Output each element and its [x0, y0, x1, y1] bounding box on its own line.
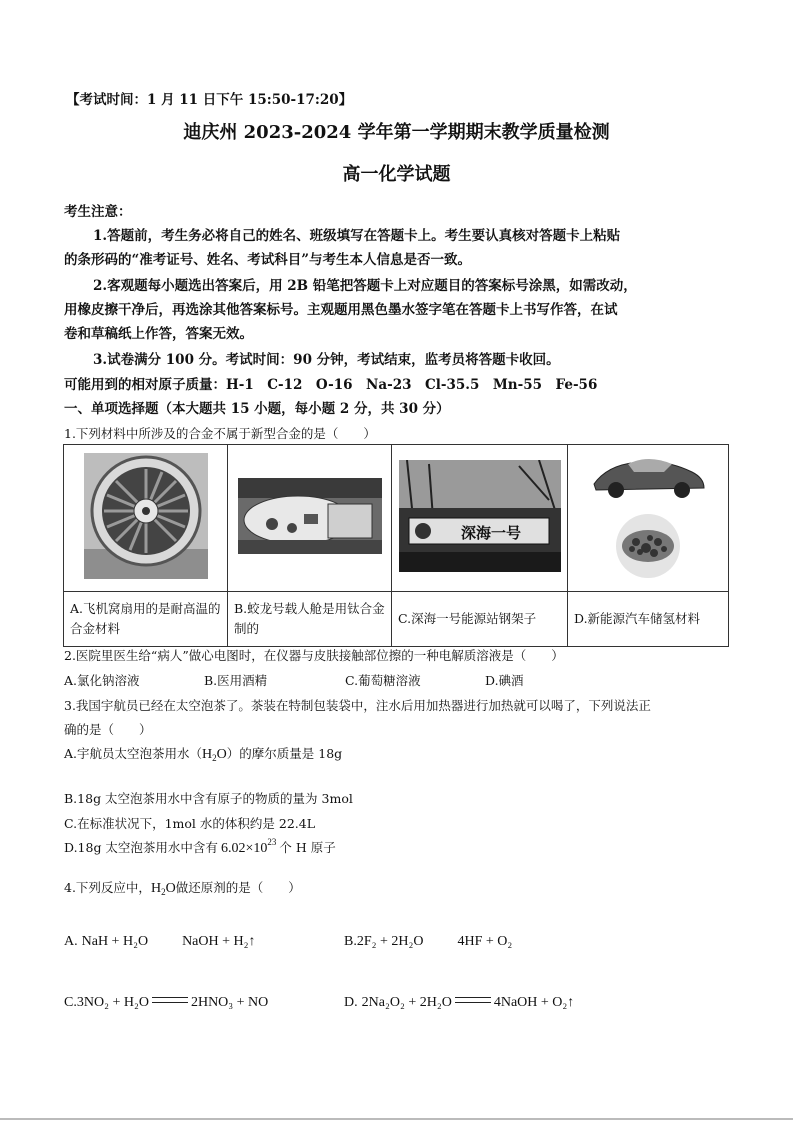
notice-item2-line3: 卷和草稿纸上作答，答案无效。 [64, 326, 253, 342]
q2-option-d: D.碘酒 [485, 673, 524, 688]
exam-subtitle: 高一化学试题 [342, 164, 451, 185]
notice-heading: 考生注意： [64, 204, 132, 220]
q1-image-d [568, 445, 729, 592]
q4-stem: 4.下列反应中，$H_2O$做还原剂的是（ ） [64, 880, 301, 897]
q1-image-b [228, 445, 392, 592]
notice-item3: 3.试卷满分 100 分。考试时间：90 分钟，考试结束，监考员将答题卡收回。 [93, 352, 560, 368]
q4-option-b: B.2F₂ + 2H₂O 4HF + O₂ [344, 934, 513, 949]
q2-option-c: C.葡萄糖溶液 [345, 673, 421, 688]
notice-item1-line2: 的条形码的“准考证号、姓名、考试科目”与考生本人信息是否一致。 [64, 252, 472, 268]
q1-image-c [392, 445, 568, 592]
q2-stem: 2.医院里医生给“病人”做心电图时，在仪器与皮肤接触部位擦的一种电解质溶液是（ ） [64, 648, 564, 663]
exam-title: 迪庆州 2023-2024 学年第一学期期末教学质量检测 [183, 122, 610, 143]
q1-image-a [64, 445, 228, 592]
q1-options-table [63, 444, 729, 647]
submersible-photo [238, 478, 382, 554]
page-bottom-rule [0, 1118, 793, 1120]
notice-item2-line2: 用橡皮擦干净后，再选涂其他答案标号。主观题用黑色墨水签字笔在答题卡上书写作答，在试 [64, 302, 618, 318]
notice-item2-line1: 2.客观题每小题选出答案后，用 2B 铅笔把答题卡上对应题目的答案标号涂黑，如需改动， [93, 278, 637, 294]
q1-option-b: B.蛟龙号载人舱是用钛合金制的 [228, 592, 392, 647]
q1-option-c: C.深海一号能源站钢架子 [392, 592, 568, 647]
notice-item1-line1: 1.答题前，考生务必将自己的姓名、班级填写在答题卡上。考生要认真核对答题卡上粘贴 [93, 228, 621, 244]
q3-option-b: B.18g 太空泡茶用水中含有原子的物质的量为 3mol [64, 791, 353, 806]
q4-option-d: D. 2Na₂O₂ + 2H₂O 4NaOH + O₂↑ [344, 995, 575, 1010]
equals-sign [152, 997, 188, 1003]
q3-stem-line1: 3.我国宇航员已经在太空泡茶了。茶装在特制包装袋中，注水后用加热器进行加热就可以喝了，下列说法正 [64, 698, 651, 713]
q3-stem-line2: 确的是（ ） [64, 722, 152, 737]
q4-option-c: C.3NO₂ + H₂O 2HNO₃ + NO [64, 995, 269, 1010]
q3-option-d: D.18g 太空泡茶用水中含有 $6.02\times 10^{23}$ 个 H 原子 [64, 837, 336, 856]
exam-time: 【考试时间：1 月 11 日下午 15:50-17:20】 [66, 92, 353, 108]
photo-sign-text: 深海一号 [460, 524, 521, 542]
q3-option-c: C.在标准状况下，1mol 水的体积约是 22.4L [64, 816, 316, 831]
car-and-hydrogen-material-photo [588, 450, 708, 582]
q1-option-a: A.飞机窝扇用的是耐高温的合金材料 [64, 592, 228, 647]
jet-engine-photo [84, 453, 208, 579]
equals-sign [455, 997, 491, 1003]
section-heading: 一、单项选择题（本大题共 15 小题，每小题 2 分，共 30 分） [64, 401, 450, 417]
q1-option-d: D.新能源汽车储氢材料 [568, 592, 729, 647]
q3-option-a: A.宇航员太空泡茶用水$(H_2O)$的摩尔质量是 18g [64, 746, 343, 763]
energy-station-photo [399, 460, 561, 572]
q4-option-a: A. NaH + H₂O NaOH + H₂↑ [64, 934, 256, 949]
q2-option-b: B.医用酒精 [204, 673, 268, 688]
q2-option-a: A.氯化钠溶液 [64, 673, 140, 688]
q1-stem: 1.下列材料中所涉及的合金不属于新型合金的是（ ） [64, 426, 376, 441]
atomic-masses: 可能用到的相对原子质量：H-1 C-12 O-16 Na-23 Cl-35.5 Mn-55 Fe-56 [64, 377, 598, 393]
